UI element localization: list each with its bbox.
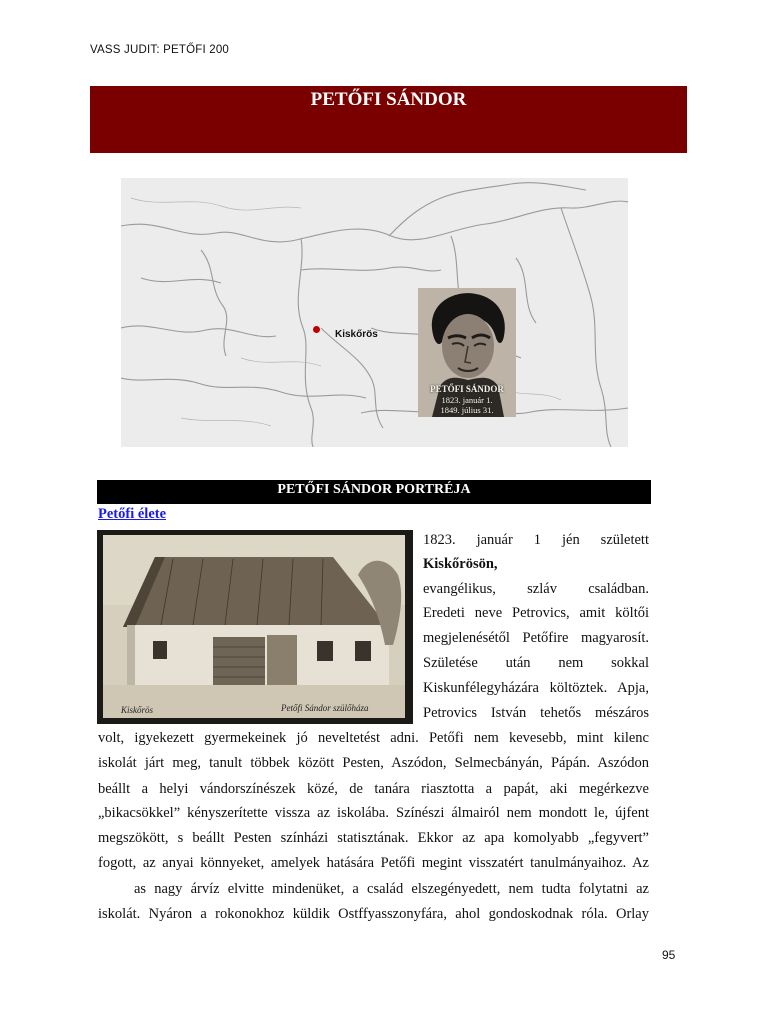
petofi-elete-link[interactable]: Petőfi élete (98, 506, 167, 522)
section-heading-bar (97, 480, 651, 504)
portrait-caption-birth: 1823. január 1. (441, 395, 493, 405)
body-text-line-1: volt, igyekezett gyermekeinek jó neveltetést adni. Petőfi nem kevesebb, mint kilenc (98, 730, 649, 746)
side-text-line-3: evangélikus, szláv családban. (423, 581, 649, 597)
body-text-line-6: fogott, az anyai könnyeket, amelyek hatására Petőfi megint visszatért tanulmányaihoz. Az (98, 855, 649, 871)
city-label: Kiskőrös (335, 329, 378, 340)
body-text-line-7: as nagy árvíz elvitte mindenüket, a család elszegényedett, nem tudta folytatni az (134, 881, 649, 897)
body-text-line-8: iskolát. Nyáron a rokonokhoz küldik Ostffyasszonyfára, ahol gondoskodnak róla. Orlay (98, 906, 649, 922)
photo-caption-left: Kiskőrös (121, 705, 154, 715)
map-outline-image (121, 178, 628, 447)
portrait-caption-name: PETŐFI SÁNDOR (430, 384, 504, 394)
page-number: 95 (662, 948, 676, 962)
map-figure (121, 178, 628, 447)
page-title: PETŐFI SÁNDOR (310, 89, 467, 110)
house-drawing (103, 535, 405, 718)
body-text-line-2: iskolát járt meg, tanult többek között Pesten, Aszódon, Selmecbányán, Pápán. Aszódon (98, 755, 649, 771)
side-text-line-6: Születése után nem sokkal (423, 655, 649, 671)
side-text-line-8: Petrovics István tehetős mészáros (423, 705, 649, 721)
body-text-line-4: „bikacsökkel” kényszerítette vissza az iskolába. Színészi álmairól nem mondott le, újfent (98, 805, 649, 821)
running-header: VASS JUDIT: PETŐFI 200 (90, 44, 230, 56)
side-text-line-2: Kiskőrösön, (423, 556, 498, 572)
side-text-line-5: megjelenésétől Petőfire magyarosít. (423, 630, 649, 646)
body-text-line-5: megszökött, s beállt Pesten színházi statisztának. Ekkor az apa komolyabb „fegyvert” (98, 830, 649, 846)
title-banner (90, 86, 687, 153)
side-text-line-7: Kiskunfélegyházára költöztek. Apja, (423, 680, 649, 696)
section-heading: PETŐFI SÁNDOR PORTRÉJA (277, 482, 471, 497)
city-marker (313, 326, 320, 333)
side-text-line-1: 1823. január 1 jén született (423, 532, 649, 548)
portrait-caption-death: 1849. július 31. (440, 405, 494, 415)
birth-house-photo (97, 530, 413, 724)
side-text-line-4: Eredeti neve Petrovics, amit költői (423, 605, 649, 621)
photo-caption-right: Petőfi Sándor szülőháza (281, 703, 369, 713)
body-text-line-3: beállt a helyi vándorszínészek közé, de tanára riasztotta a papát, aki megérkezve (98, 781, 649, 797)
portrait-image (418, 288, 516, 417)
